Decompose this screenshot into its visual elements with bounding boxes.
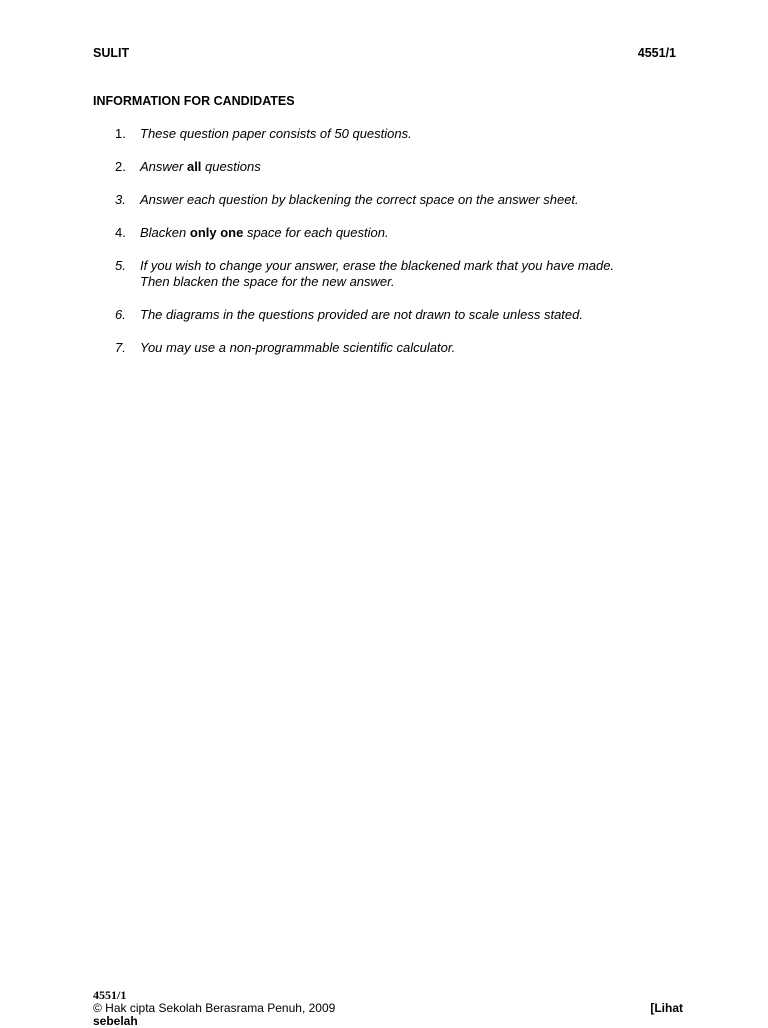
instruction-emphasis: all — [186, 159, 202, 174]
instruction-text-part: Answer — [140, 159, 187, 174]
instruction-text — [140, 258, 685, 290]
header-classification: SULIT — [93, 46, 130, 60]
instruction-text: The diagrams in the questions provided are not drawn to scale unless stated. — [140, 307, 583, 322]
instruction-item-1 — [115, 126, 685, 142]
instruction-text-line: Then blacken the space for the new answer. — [140, 274, 395, 289]
instruction-item-4 — [115, 225, 685, 241]
instruction-item-2 — [115, 159, 685, 175]
instruction-list — [115, 126, 685, 373]
instruction-number: 3. — [115, 192, 126, 207]
header-paper-code: 4551/1 — [637, 46, 676, 60]
footer-copyright-row — [93, 1002, 683, 1015]
section-title: INFORMATION FOR CANDIDATES — [93, 94, 295, 108]
instruction-text: These question paper consists of 50 questions. — [140, 126, 412, 141]
instruction-text — [140, 159, 685, 175]
instruction-text-part: Blacken — [140, 225, 190, 240]
instruction-emphasis: only one — [189, 225, 244, 240]
instruction-item-5 — [115, 258, 685, 290]
instruction-number: 4. — [115, 225, 126, 240]
instruction-text-part: space for each question. — [243, 225, 389, 240]
instruction-text: Answer each question by blackening the correct space on the answer sheet. — [140, 192, 579, 207]
instruction-item-7 — [115, 340, 685, 356]
page-footer — [93, 989, 683, 1028]
instruction-text-part: questions — [201, 159, 261, 174]
footer-copyright: © Hak cipta Sekolah Berasrama Penuh, 2009 — [93, 1001, 336, 1015]
footer-continue-note-2: sebelah — [93, 1014, 138, 1028]
instruction-number: 2. — [115, 159, 126, 174]
instruction-text: You may use a non-programmable scientific calculator. — [140, 340, 456, 355]
footer-paper-code: 4551/1 — [93, 988, 127, 1002]
footer-continue-note: [Lihat — [650, 1001, 683, 1015]
instruction-number: 7. — [115, 340, 126, 355]
instruction-number: 6. — [115, 307, 126, 322]
instruction-text-line: If you wish to change your answer, erase the blackened mark that you have made. — [140, 258, 615, 273]
instruction-item-6 — [115, 307, 685, 323]
instruction-item-3 — [115, 192, 685, 208]
instruction-text — [140, 225, 685, 241]
instruction-number: 5. — [115, 258, 126, 273]
instruction-number: 1. — [115, 126, 126, 141]
